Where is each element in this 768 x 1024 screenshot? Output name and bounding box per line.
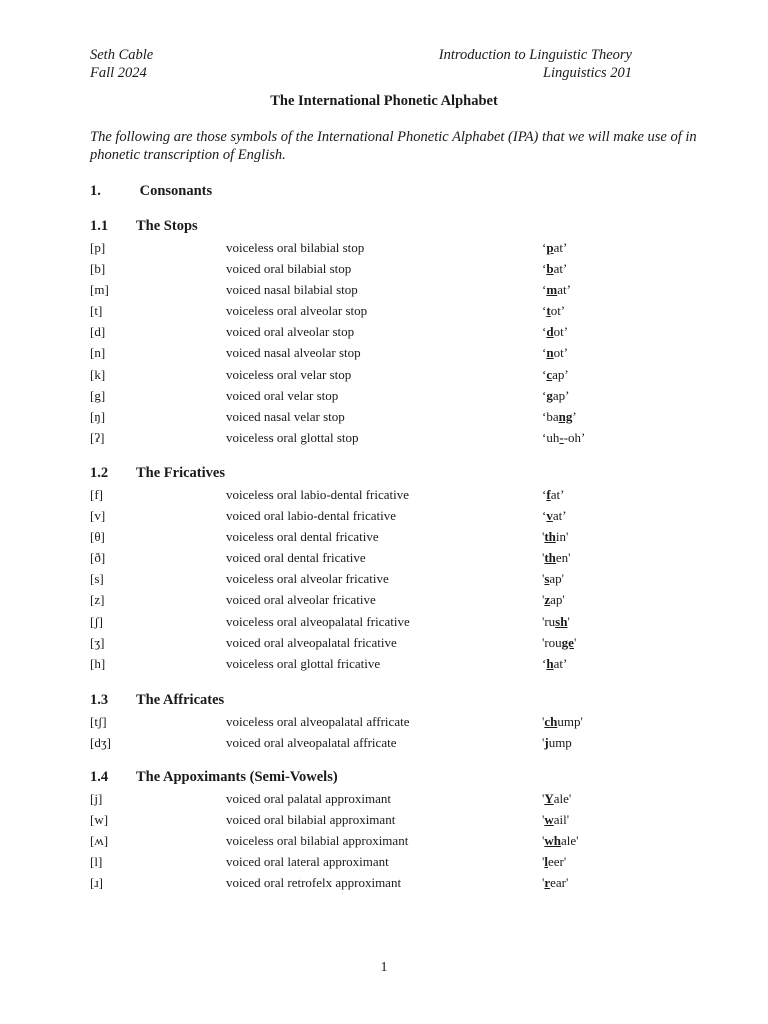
symbol-description: voiceless oral glottal fricative xyxy=(226,656,381,671)
example-prefix: ' xyxy=(542,713,545,729)
subsection-number: 1.1 xyxy=(90,218,109,234)
subsection-number: 1.4 xyxy=(90,769,109,785)
example-suffix: ail' xyxy=(553,811,570,827)
example-word xyxy=(542,526,568,547)
example-suffix: en' xyxy=(555,550,571,566)
example-highlight: p xyxy=(546,239,554,255)
example-word xyxy=(542,258,567,279)
header-left xyxy=(90,46,153,82)
symbol-description: voiceless oral velar stop xyxy=(226,366,352,382)
example-prefix: 'ru xyxy=(542,613,556,629)
example-word xyxy=(542,788,571,809)
example-word xyxy=(542,547,571,568)
example-highlight: w xyxy=(544,811,554,827)
table-row xyxy=(90,830,650,851)
subsection-label: The Appoximants (Semi-Vowels) xyxy=(136,769,338,785)
ipa-symbol: [f] xyxy=(90,486,103,502)
example-word xyxy=(542,711,583,732)
example-suffix: ' xyxy=(567,613,570,629)
ipa-symbol: [z] xyxy=(90,592,105,608)
section-heading-consonants xyxy=(90,183,212,200)
example-highlight: th xyxy=(544,528,556,544)
example-highlight: ch xyxy=(544,713,558,729)
ipa-symbol: [m] xyxy=(90,281,109,297)
symbol-description: voiceless oral dental fricative xyxy=(226,528,379,544)
example-word xyxy=(542,505,567,526)
symbol-description: voiceless oral bilabial approximant xyxy=(226,832,409,848)
example-suffix: ear' xyxy=(550,875,569,891)
example-prefix: ' xyxy=(542,811,545,827)
table-row xyxy=(90,385,650,406)
ipa-symbol: [w] xyxy=(90,811,109,827)
example-suffix: ap' xyxy=(549,571,565,587)
example-suffix: ' xyxy=(573,634,577,650)
example-prefix: ' xyxy=(542,550,545,566)
example-word xyxy=(542,279,571,300)
ipa-symbol: [l] xyxy=(90,854,103,870)
symbol-description: voiceless oral bilabial stop xyxy=(226,239,365,255)
example-highlight: c xyxy=(546,366,553,382)
example-highlight: j xyxy=(544,734,549,750)
example-word xyxy=(542,237,567,258)
example-highlight: sh xyxy=(555,613,568,629)
example-prefix: ‘ xyxy=(542,387,547,403)
section-label: Consonants xyxy=(139,183,213,199)
example-prefix: ‘ xyxy=(542,507,547,523)
symbol-table xyxy=(90,711,650,753)
ipa-symbol: [n] xyxy=(90,345,106,361)
example-highlight: t xyxy=(546,303,551,319)
ipa-symbol: [b] xyxy=(90,260,106,276)
ipa-symbol: [tʃ] xyxy=(90,713,107,729)
example-highlight: n xyxy=(546,345,554,361)
subsection-heading xyxy=(90,218,198,235)
table-row xyxy=(90,279,650,300)
example-prefix: ‘ xyxy=(542,486,547,502)
table-row xyxy=(90,258,650,279)
example-highlight: f xyxy=(546,486,551,502)
table-row xyxy=(90,732,650,753)
symbol-description: voiceless oral labio-dental fricative xyxy=(226,486,410,502)
symbol-description: voiced nasal bilabial stop xyxy=(226,281,358,297)
example-suffix: at’ xyxy=(553,656,568,671)
example-prefix: ' xyxy=(542,832,545,848)
example-suffix: ale' xyxy=(560,832,579,848)
ipa-symbol: [dʒ] xyxy=(90,734,111,750)
example-suffix: ap’ xyxy=(552,387,570,403)
subsection-label: The Stops xyxy=(136,218,198,234)
example-word xyxy=(542,364,569,385)
example-suffix: in' xyxy=(555,528,569,544)
example-prefix: ‘ xyxy=(542,324,547,340)
example-word xyxy=(542,321,568,342)
example-highlight: h xyxy=(546,656,554,671)
example-word xyxy=(542,406,577,427)
example-suffix: -oh’ xyxy=(563,430,586,446)
example-suffix: at’ xyxy=(553,239,568,255)
example-word xyxy=(542,568,564,589)
example-highlight: v xyxy=(546,507,553,523)
ipa-symbol: [ð] xyxy=(90,550,106,566)
example-prefix: ‘ xyxy=(542,239,547,255)
example-word xyxy=(542,484,564,505)
example-suffix: eer' xyxy=(547,854,567,870)
symbol-description: voiced oral alveolar stop xyxy=(226,324,355,340)
subsection-label: The Fricatives xyxy=(136,465,225,481)
subsection-number: 1.3 xyxy=(90,692,109,708)
table-row xyxy=(90,505,650,526)
term: Fall 2024 xyxy=(90,65,147,81)
intro-paragraph: The following are those symbols of the International Phonetic Alphabet (IPA) that we will make use of in phonetic transcription of English. xyxy=(90,129,697,163)
ipa-symbol: [p] xyxy=(90,239,106,255)
example-highlight: l xyxy=(544,854,548,870)
symbol-table xyxy=(90,484,650,675)
example-prefix: ' xyxy=(542,592,545,608)
table-row xyxy=(90,711,650,732)
example-word xyxy=(542,872,568,893)
example-suffix: ump' xyxy=(557,713,583,729)
example-suffix: ap' xyxy=(550,592,565,608)
table-row xyxy=(90,321,650,342)
example-suffix: ump xyxy=(548,734,572,750)
example-word xyxy=(542,653,567,674)
symbol-description: voiceless oral alveolar stop xyxy=(226,303,368,319)
example-highlight: th xyxy=(544,550,556,566)
example-suffix: at’ xyxy=(550,486,565,502)
example-highlight: m xyxy=(546,281,558,297)
example-word xyxy=(542,732,572,753)
ipa-symbol: [ŋ] xyxy=(90,409,106,424)
course-title: Introduction to Linguistic Theory xyxy=(438,47,632,63)
table-row xyxy=(90,427,650,448)
example-highlight: r xyxy=(544,875,551,891)
example-highlight: ng xyxy=(558,409,573,424)
ipa-symbol: [ʍ] xyxy=(90,832,109,848)
table-row xyxy=(90,632,650,653)
subsection-heading xyxy=(90,692,224,709)
symbol-description: voiced oral lateral approximant xyxy=(226,854,389,870)
page-title: The International Phonetic Alphabet xyxy=(270,93,498,109)
example-highlight: ge xyxy=(561,634,574,650)
symbol-description: voiceless oral alveopalatal affricate xyxy=(226,713,410,729)
table-row xyxy=(90,342,650,363)
table-row xyxy=(90,589,650,610)
symbol-table xyxy=(90,788,650,894)
ipa-symbol: [θ] xyxy=(90,528,105,544)
ipa-symbol: [g] xyxy=(90,387,106,403)
example-prefix: ‘ xyxy=(542,281,547,297)
table-row xyxy=(90,788,650,809)
table-row xyxy=(90,300,650,321)
ipa-symbol: [ɹ] xyxy=(90,875,103,891)
symbol-description: voiceless oral alveolar fricative xyxy=(226,571,389,587)
subsection-heading xyxy=(90,769,338,786)
example-highlight: Y xyxy=(544,790,554,806)
example-word xyxy=(542,809,569,830)
table-row xyxy=(90,653,650,674)
example-highlight: z xyxy=(544,592,551,608)
symbol-description: voiced oral labio-dental fricative xyxy=(226,507,397,523)
example-highlight: s xyxy=(544,571,550,587)
example-word xyxy=(542,632,576,653)
symbol-description: voiced oral alveopalatal fricative xyxy=(226,634,397,650)
example-suffix: at’ xyxy=(553,260,568,276)
ipa-symbol: [v] xyxy=(90,507,106,523)
example-highlight: wh xyxy=(544,832,561,848)
symbol-description: voiced oral alveopalatal affricate xyxy=(226,734,397,750)
ipa-symbol: [h] xyxy=(90,656,106,671)
page-number: 1 xyxy=(380,960,388,975)
example-suffix: ap’ xyxy=(552,366,569,382)
subsection-label: The Affricates xyxy=(136,692,225,708)
example-suffix: at’ xyxy=(552,507,567,523)
symbol-description: voiced oral bilabial approximant xyxy=(226,811,396,827)
symbol-description: voiced nasal velar stop xyxy=(226,409,345,424)
table-row xyxy=(90,364,650,385)
example-suffix: ot’ xyxy=(550,303,566,319)
example-word xyxy=(542,427,585,448)
ipa-symbol: [t] xyxy=(90,303,103,319)
subsection-number: 1.2 xyxy=(90,465,109,481)
symbol-description: voiced oral palatal approximant xyxy=(226,790,391,806)
example-prefix: ' xyxy=(542,571,545,587)
example-word xyxy=(542,851,566,872)
example-prefix: ' xyxy=(542,854,545,870)
ipa-symbol: [ʒ] xyxy=(90,634,105,650)
symbol-description: voiced oral bilabial stop xyxy=(226,260,352,276)
author-name: Seth Cable xyxy=(90,47,154,63)
example-prefix: ‘ba xyxy=(542,409,559,424)
example-word xyxy=(542,385,569,406)
table-row xyxy=(90,851,650,872)
table-row xyxy=(90,611,650,632)
example-prefix: ' xyxy=(542,528,545,544)
example-prefix: ‘ xyxy=(542,656,547,671)
table-row xyxy=(90,484,650,505)
example-prefix: ‘ xyxy=(542,260,547,276)
section-number: 1. xyxy=(90,183,101,199)
example-word xyxy=(542,300,565,321)
table-row xyxy=(90,237,650,258)
symbol-description: voiced oral velar stop xyxy=(226,387,339,403)
table-row xyxy=(90,547,650,568)
example-prefix: ‘ xyxy=(542,345,547,361)
table-row xyxy=(90,406,650,427)
example-suffix: ot’ xyxy=(553,324,569,340)
subsection-heading xyxy=(90,465,225,482)
example-word xyxy=(542,589,565,610)
example-word xyxy=(542,611,570,632)
symbol-description: voiced nasal alveolar stop xyxy=(226,345,361,361)
table-row xyxy=(90,872,650,893)
ipa-symbol: [ʃ] xyxy=(90,613,103,629)
table-row xyxy=(90,568,650,589)
example-prefix: ' xyxy=(542,790,545,806)
ipa-symbol: [ʔ] xyxy=(90,430,105,446)
symbol-description: voiceless oral alveopalatal fricative xyxy=(226,613,410,629)
example-highlight: d xyxy=(546,324,554,340)
example-prefix: ‘uh xyxy=(542,430,560,446)
symbol-description: voiced oral alveolar fricative xyxy=(226,592,376,608)
example-highlight: b xyxy=(546,260,554,276)
example-word xyxy=(542,830,578,851)
example-prefix: ‘ xyxy=(542,303,547,319)
example-highlight: - xyxy=(559,430,564,446)
symbol-description: voiceless oral glottal stop xyxy=(226,430,359,446)
symbol-table xyxy=(90,237,650,449)
ipa-symbol: [s] xyxy=(90,571,104,587)
example-prefix: 'rou xyxy=(542,634,562,650)
example-prefix: ' xyxy=(542,734,545,750)
ipa-symbol: [k] xyxy=(90,366,106,382)
example-word xyxy=(542,342,568,363)
example-suffix: ale' xyxy=(553,790,572,806)
table-row xyxy=(90,809,650,830)
example-suffix: ’ xyxy=(572,409,577,424)
header-right xyxy=(439,46,632,82)
symbol-description: voiced oral retrofelx approximant xyxy=(226,875,402,891)
ipa-symbol: [j] xyxy=(90,790,103,806)
symbol-description: voiced oral dental fricative xyxy=(226,550,366,566)
example-highlight: g xyxy=(546,387,553,403)
example-suffix: at’ xyxy=(557,281,571,297)
example-prefix: ‘ xyxy=(542,366,547,382)
table-row xyxy=(90,526,650,547)
example-suffix: ot’ xyxy=(553,345,569,361)
ipa-symbol: [d] xyxy=(90,324,106,340)
course-number: Linguistics 201 xyxy=(542,65,632,81)
example-prefix: ' xyxy=(542,875,545,891)
